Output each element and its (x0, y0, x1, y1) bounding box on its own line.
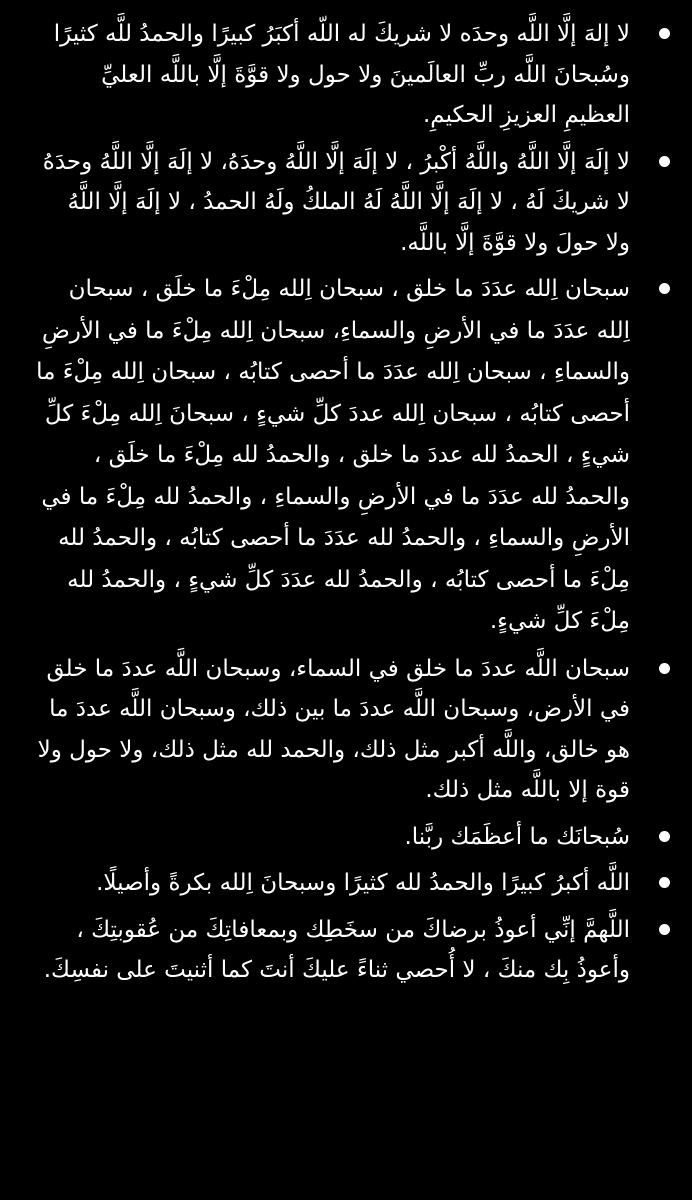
bullet-dot-icon (659, 28, 670, 39)
bullet-dot-icon (659, 283, 670, 294)
list-item-text: اللَّهمَّ إنِّي أعوذُ برضاكَ من سخَطِك وبمعافاتِكَ من عُقوبتِكَ ، وأعوذُ بِك منكَ ، لا أُحصي ثناءً عليكَ أنتَ كما أثنيتَ على نفسِكَ. (43, 916, 630, 983)
list-item (36, 269, 630, 643)
dhikr-list (36, 14, 630, 997)
list-item (36, 649, 630, 811)
bullet-dot-icon (659, 663, 670, 674)
list-item (36, 14, 630, 136)
list-item-text: لا إلهَ إلَّا اللَّه وحدَه لا شريكَ له اللّه أكبَرُ كبيرًا والحمدُ للَّه كثيرًا وسُبحانَ اللَّه ربِّ العالَمينَ ولا حول ولا قوَّةَ إلَّا باللَّه العليِّ العظيمِ العزيزِ الحكيمِ. (53, 21, 630, 128)
list-item-text: سبحان اللَّه عددَ ما خلق في السماء، وسبحان اللَّه عددَ ما خلق في الأرض، وسبحان اللَّه عددَ ما بين ذلك، وسبحان اللَّه عددَ ما هو خالق، واللَّه أكبر مثل ذلك، والحمد لله مثل ذلك، ولا حول ولا قوة إلا باللَّه مثل ذلك. (37, 655, 630, 803)
list-item (36, 910, 630, 991)
bullet-dot-icon (659, 877, 670, 888)
list-item (36, 817, 630, 858)
bullet-dot-icon (659, 831, 670, 842)
list-item (36, 863, 630, 904)
list-item-text: لا إلَهَ إلَّا اللَّهُ واللَّهُ أكْبرُ ، لا إلَهَ إلَّا اللَّهُ وحدَهُ، لا إلَهَ إلَّا اللَّهُ وحدَهُ لا شريكَ لَهُ ، لا إلَهَ إلَّا اللَّهُ لَهُ الملكُ ولَهُ الحمدُ ، لا إلَهَ إلَّا اللَّهُ ولا حولَ ولا قوَّةَ إلَّا باللَّه. (42, 148, 630, 256)
bullet-dot-icon (659, 924, 670, 935)
list-item-text: اللَّه أكبرُ كبيرًا والحمدُ لله كثيرًا وسبحانَ اِلله بكرةً وأصيلًا. (96, 870, 630, 896)
list-item-text: سبحان اِلله عدَدَ ما خلق ، سبحان اِلله مِلْءَ ما خلَق ، سبحان اِلله عدَدَ ما في الأرضِ والسماءِ، سبحان اِلله مِلْءَ ما في الأرضِ والسماءِ ، سبحان اِلله عدَدَ ما أحصى كتابُه ، سبحان اِلله مِلْءَ ما أحصى كتابُه ، سبحان اِلله عددَ كلِّ شيءٍ ، سبحانَ اِلله مِلْءَ كلِّ شيءٍ ، الحمدُ لله عددَ ما خلق ، والحمدُ لله مِلْءَ ما خلَق ، والحمدُ لله عدَدَ ما في الأرضِ والسماءِ ، والحمدُ لله مِلْءَ ما في الأرضِ والسماءِ ، والحمدُ لله عدَدَ ما أحصى كتابُه ، والحمدُ لله مِلْءَ ما أحصى كتابُه ، والحمدُ لله عدَدَ كلِّ شيءٍ ، والحمدُ لله مِلْءَ كلِّ شيءٍ. (36, 276, 630, 634)
list-item-text: سُبحانَك ما أعظَمَك ربَّنا. (404, 823, 630, 850)
bullet-dot-icon (659, 156, 670, 167)
list-item (36, 142, 630, 264)
